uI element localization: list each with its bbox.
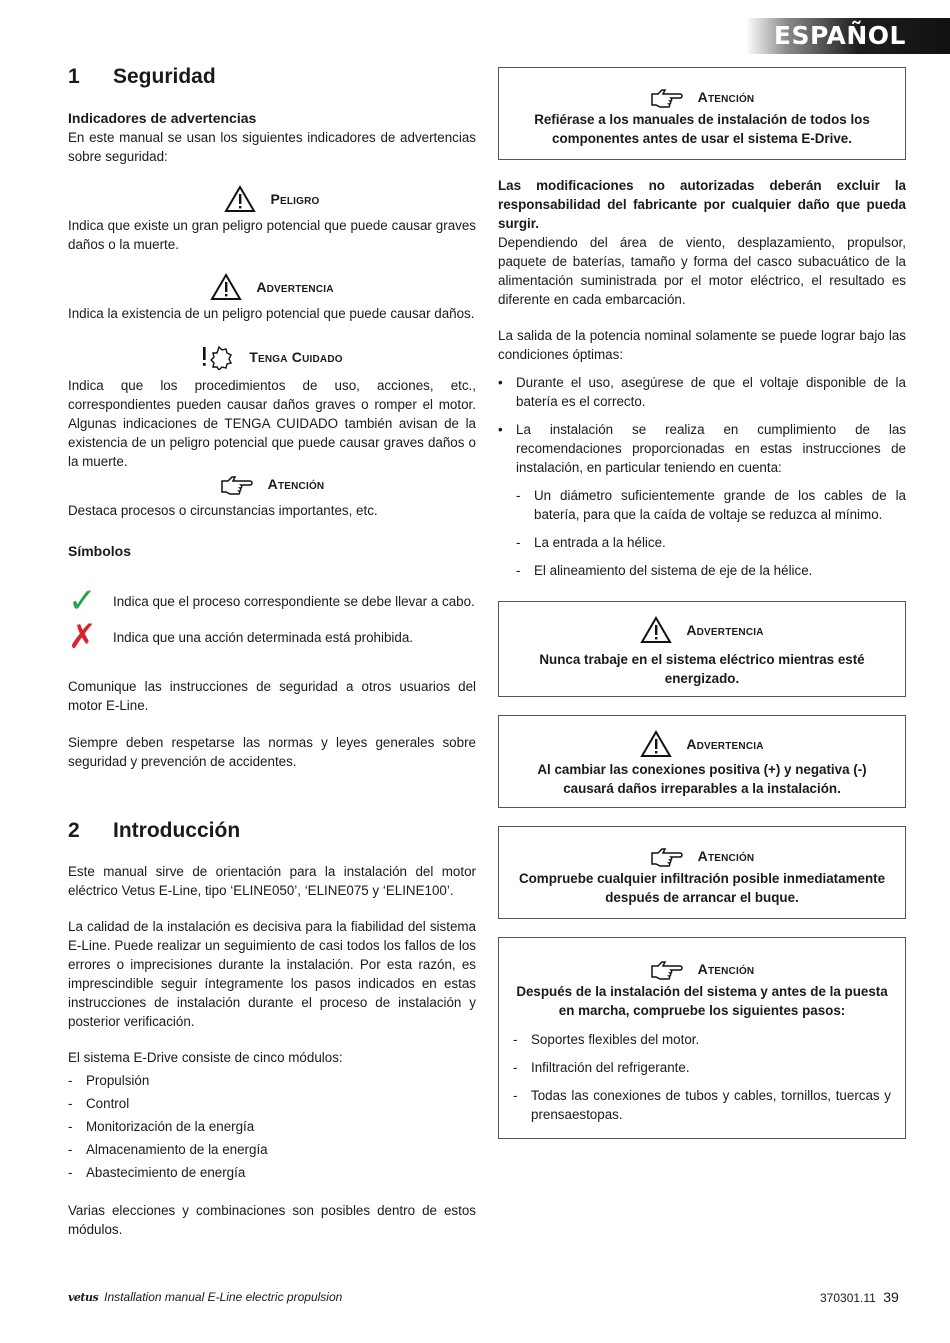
indicators-intro: En este manual se usan los siguientes indicadores de advertencias sobre seguridad:: [68, 130, 476, 164]
atencion-label: Atención: [697, 88, 755, 105]
warning-box-polarity: [498, 715, 906, 808]
pointing-hand-icon: [650, 86, 684, 108]
checks-list: [499, 1020, 905, 1124]
peligro-label: Peligro: [270, 190, 320, 207]
cross-icon: ✗: [68, 618, 97, 656]
cuidado-label: Tenga Cuidado: [249, 348, 343, 365]
pointing-hand-icon: [650, 845, 684, 867]
section-title: Seguridad: [113, 65, 216, 88]
list-item: - Monitorización de la energía: [68, 1117, 476, 1136]
advertencia-label: Advertencia: [686, 735, 764, 752]
symbol-check-row: [68, 584, 475, 618]
advertencia-label: Advertencia: [256, 278, 334, 295]
warning-triangle-icon: [640, 730, 672, 758]
symbol-cross-text: Indica que una acción determinada está prohibida.: [113, 629, 414, 645]
advertencia-indicator: [68, 273, 476, 301]
list-item: - Todas las conexiones de tubos y cables, tornillos, tuercas y prensaestopas.: [513, 1086, 891, 1124]
atencion-label: Atención: [267, 475, 325, 492]
warning-triangle-icon: [210, 273, 242, 301]
list-item: - La entrada a la hélice.: [516, 533, 906, 552]
list-item: - Almacenamiento de la energía: [68, 1140, 476, 1159]
footer-title: Installation manual E-Line electric propulsion: [104, 1290, 343, 1304]
cuidado-indicator: [68, 344, 476, 370]
atencion-indicator: [499, 958, 905, 980]
list-item: - Un diámetro suficientemente grande de los cables de la batería, para que la caída de voltaje se reduzca al mínimo.: [516, 486, 906, 524]
box-message: Al cambiar las conexiones positiva (+) y negativa (-) causará daños irreparables a la instalación.: [537, 762, 867, 796]
sub-conditions-list: [516, 486, 906, 580]
list-item: - El alineamiento del sistema de eje de la hélice.: [516, 561, 906, 580]
peligro-indicator: [68, 185, 476, 213]
box-message: Compruebe cualquier infiltración posible inmediatamente después de arrancar el buque.: [518, 871, 886, 905]
language-tab: ESPAÑOL: [746, 18, 950, 54]
box-message: Refiérase a los manuales de instalación de todos los componentes antes de usar el sistema E-Drive.: [534, 112, 870, 146]
depends-text: Dependiendo del área de viento, desplazamiento, propulsor, paquete de baterías, tamaño y forma del casco subacuático de la alimentación suministrada por el motor eléctrico, el resultado es diferente en cada embarcación.: [498, 235, 906, 307]
atencion-indicator: [499, 845, 905, 867]
intro-paragraph-3: El sistema E-Drive consiste de cinco módulos:: [68, 1050, 343, 1065]
section-title: Introducción: [113, 819, 241, 842]
list-item: • Durante el uso, asegúrese de que el voltaje disponible de la batería es el correcto.: [498, 373, 906, 411]
pointing-hand-icon: [650, 958, 684, 980]
modules-list: [68, 1071, 476, 1186]
list-item: - Infiltración del refrigerante.: [513, 1058, 891, 1077]
warning-triangle-icon: [640, 616, 672, 644]
indicators-heading: Indicadores de advertencias: [68, 110, 257, 126]
symbol-cross-row: [68, 620, 413, 654]
advertencia-text: Indica la existencia de un peligro potencial que puede causar daños.: [68, 306, 475, 321]
respect-text: Siempre deben respetarse las normas y leyes generales sobre seguridad y prevención de accidentes.: [68, 735, 476, 769]
attention-box-infiltration: [498, 826, 906, 919]
attention-box-manuals: [498, 67, 906, 160]
communicate-text: Comunique las instrucciones de seguridad a otros usuarios del motor E-Line.: [68, 679, 476, 713]
check-icon: ✓: [68, 582, 97, 620]
atencion-indicator: [68, 473, 476, 495]
symbols-heading: Símbolos: [68, 543, 132, 559]
advertencia-indicator: [499, 616, 905, 644]
list-item: - Propulsión: [68, 1071, 476, 1090]
peligro-text: Indica que existe un gran peligro potencial que puede causar graves daños o la muerte.: [68, 218, 476, 252]
warning-triangle-icon: [224, 185, 256, 213]
footer-right: [820, 1288, 899, 1308]
symbol-check-text: Indica que el proceso correspondiente se debe llevar a cabo.: [113, 593, 475, 609]
page-number: 39: [883, 1289, 899, 1305]
list-item: - Control: [68, 1094, 476, 1113]
conditions-list: [498, 373, 906, 589]
section-2-heading: [68, 819, 240, 843]
footer-left: [68, 1288, 342, 1307]
atencion-indicator: [499, 86, 905, 108]
nominal-text: La salida de la potencia nominal solamente se puede lograr bajo las condiciones óptimas:: [498, 328, 906, 362]
atencion-label: Atención: [697, 960, 755, 977]
doc-number: 370301.11: [820, 1291, 876, 1305]
intro-paragraph-4: Varias elecciones y combinaciones son posibles dentro de estos módulos.: [68, 1203, 476, 1237]
list-item: - Soportes flexibles del motor.: [513, 1030, 891, 1049]
section-number: 1: [68, 65, 80, 88]
warning-box-energized: [498, 601, 906, 697]
cuidado-text: Indica que los procedimientos de uso, acciones, etc., correspondientes pueden causar daños graves o romper el motor. Algunas indicaciones de TENGA CUIDADO también avisan de la existencia de un peligro potencial que puede causar graves daños o la muerte.: [68, 378, 476, 469]
caution-gear-icon: [201, 344, 235, 370]
modifications-text: Las modificaciones no autorizadas deberán excluir la responsabilidad del fabricante por cualquier daño que pueda surgir.: [498, 178, 906, 231]
advertencia-indicator: [499, 730, 905, 758]
list-item: - Abastecimiento de energía: [68, 1163, 476, 1182]
vetus-logo: vetus: [68, 1291, 99, 1304]
section-1-heading: [68, 65, 216, 89]
atencion-label: Atención: [697, 847, 755, 864]
list-item-text: La instalación se realiza en cumplimiento de las recomendaciones proporcionadas en estas instrucciones de instalación, en particular teniendo en cuenta:: [516, 422, 906, 475]
attention-box-checks: [498, 937, 906, 1139]
intro-paragraph-2: La calidad de la instalación es decisiva para la fiabilidad del sistema E-Line. Puede realizar un seguimiento de casi todos los fallos de los errores o imprecisiones durante la instalación. Por esta razón, es imprescindible seguir íntegramente los pasos indicados en estas instrucciones de instalación durante el proceso de instalación y posterior verificación.: [68, 919, 476, 1029]
box-message: Después de la instalación del sistema y antes de la puesta en marcha, compruebe los siguientes pasos:: [516, 984, 888, 1018]
intro-paragraph-1: Este manual sirve de orientación para la instalación del motor eléctrico Vetus E-Line, tipo ‘ELINE050’, ‘ELINE075 y ‘ELINE100’.: [68, 864, 476, 898]
advertencia-label: Advertencia: [686, 621, 764, 638]
box-message: Nunca trabaje en el sistema eléctrico mientras esté energizado.: [539, 652, 865, 686]
pointing-hand-icon: [220, 473, 254, 495]
atencion-text: Destaca procesos o circunstancias importantes, etc.: [68, 503, 378, 518]
list-item: [498, 420, 906, 580]
section-number: 2: [68, 819, 80, 842]
